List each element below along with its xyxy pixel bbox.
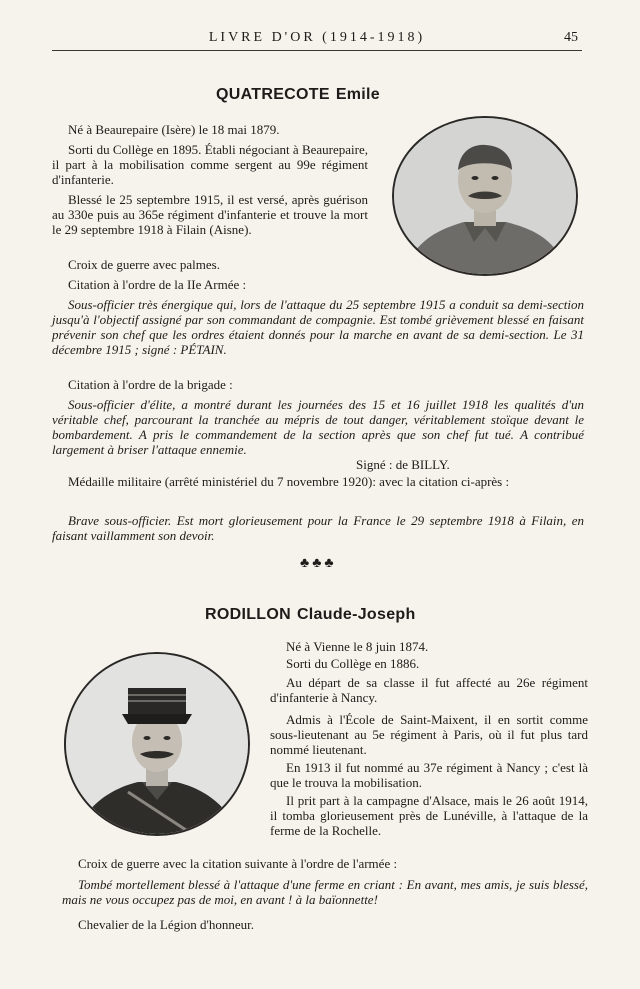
entry-1-citation-brigade-text: Sous-officier d'élite, a montré durant les journées des 15 et 16 juillet 1918 les qualités d'un véritable chef, parcourant la tranchée au mépris de tout danger, véritablement stoïque devant le bombardement. A pris le commandement de la section après que son chef fut tué. A contribué largement à briser l'attaque ennemie.: [52, 397, 584, 457]
entry-1-citation-brigade-heading: Citation à l'ordre de la brigade :: [68, 377, 233, 392]
page-number: 45: [564, 30, 578, 45]
entry-1-surname: QUATRECOTE: [216, 86, 330, 103]
entry-1-citation-army-heading: Citation à l'ordre de la IIe Armée :: [68, 277, 247, 292]
entry-1-medaille: Médaille militaire (arrêté ministériel du 7 novembre 1920): avec la citation ci-après :: [68, 474, 510, 489]
portrait-quatrecote: [392, 116, 578, 276]
entry-2-croix: Croix de guerre avec la citation suivante à l'ordre de l'armée :: [78, 856, 398, 871]
entry-2-alsace: Il prit part à la campagne d'Alsace, mais le 26 août 1914, il tomba glorieusement près de Lunéville, à l'attaque de la ferme de la Rochelle.: [270, 793, 588, 838]
entry-1-citation-army-text: Sous-officier très énergique qui, lors de l'attaque du 25 septembre 1915 a conduit sa demi-section jusqu'à l'objectif assigné par son commandant de compagnie. Est tombé grièvement blessé en faisant prévenir son chef que les ordres étaient donnés pour la marche en avant de sa demi-section. Le 31 décembre 1915 ; signé : PÉTAIN.: [52, 297, 584, 357]
entry-1-signature-billy: Signé : de BILLY.: [356, 457, 450, 472]
entry-2-legion: Chevalier de la Légion d'honneur.: [78, 917, 254, 932]
running-head: [52, 28, 582, 51]
entry-2-nancy: En 1913 il fut nommé au 37e régiment à Nancy ; c'est là que le trouva la mobilisation.: [270, 760, 588, 790]
entry-2-birth: Né à Vienne le 8 juin 1874.: [286, 639, 429, 654]
entry-2-name: [205, 606, 416, 624]
entry-1-medaille-citation: Brave sous-officier. Est mort glorieusement pour la France le 29 septembre 1918 à Filain, en faisant vaillamment son devoir.: [52, 513, 584, 543]
entry-2-given-name: Claude-Joseph: [296, 606, 416, 623]
entry-1-wounded: Blessé le 25 septembre 1915, il est versé, après guérison au 330e puis au 365e régiment d'infanterie et trouve la mort le 29 septembre 1918 à Filain (Aisne).: [52, 192, 368, 237]
entry-1-birth: Né à Beaurepaire (Isère) le 18 mai 1879.: [68, 122, 280, 137]
entry-2-college: Sorti du Collège en 1886.: [286, 656, 420, 671]
entry-2-affectation: Au départ de sa classe il fut affecté au 26e régiment d'infanterie à Nancy.: [270, 675, 588, 705]
entry-2-citation-text: Tombé mortellement blessé à l'attaque d'une ferme en criant : En avant, mes amis, je suis blessé, mais ne vous occupez pas de moi, en avant ! à la baïonnette!: [62, 877, 588, 907]
entry-2-surname: RODILLON: [205, 606, 291, 623]
portrait-rodillon: [64, 652, 250, 836]
section-ornament: ♣♣♣: [300, 556, 337, 571]
running-title: LIVRE D'OR (1914-1918): [208, 30, 426, 45]
entry-1-name: [216, 86, 380, 104]
entry-2-saint-maixent: Admis à l'École de Saint-Maixent, il en sortit comme sous-lieutenant au 5e régiment à Paris, où il fut plus tard nommé lieutenant.: [270, 712, 588, 757]
entry-1-college: Sorti du Collège en 1895. Établi négociant à Beaurepaire, il part à la mobilisation comme sergent au 99e régiment d'infanterie.: [52, 142, 368, 187]
entry-1-croix: Croix de guerre avec palmes.: [68, 257, 220, 272]
entry-1-given-name: Emile: [335, 86, 380, 103]
